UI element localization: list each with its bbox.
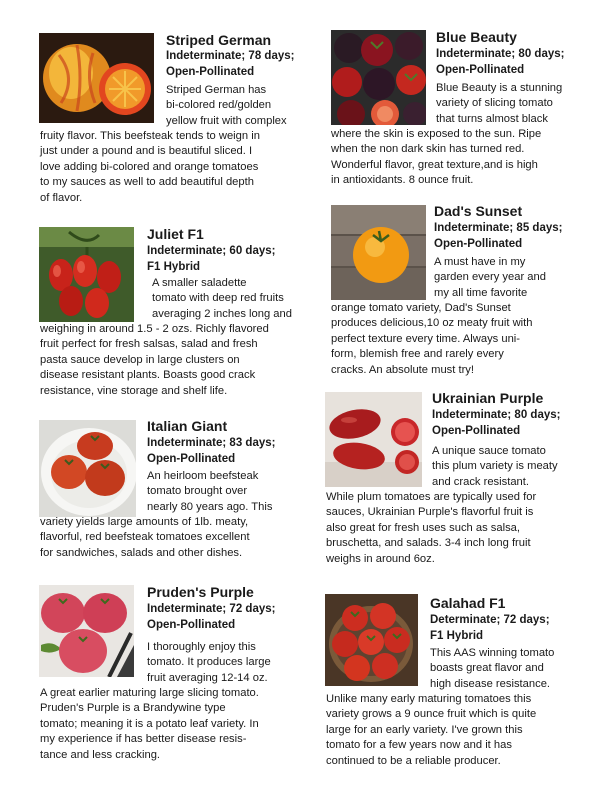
- desc-line: A must have in my: [434, 256, 526, 268]
- desc-line: fruit perfect for fresh salsas, salad and fresh: [40, 338, 258, 351]
- desc-line: where the skin is exposed to the sun. Ripe: [331, 128, 542, 140]
- desc-line: large for an early variety. I've grown this: [326, 723, 523, 736]
- variety-type: Determinate; 72 days;: [430, 614, 550, 626]
- desc-line: high disease resistance.: [430, 677, 551, 690]
- desc-line: This AAS winning tomato: [430, 647, 555, 659]
- variety-description: [166, 83, 287, 129]
- desc-line: I thoroughly enjoy this: [147, 641, 256, 653]
- desc-line: Pruden's Purple is a Brandywine type: [40, 702, 226, 715]
- desc-line: sauces, Ukrainian Purple's flavorful fruit is: [326, 506, 534, 519]
- desc-line: A smaller saladette: [152, 277, 247, 289]
- variety-description-cont: [326, 490, 536, 567]
- desc-line: While plum tomatoes are typically used for: [326, 491, 537, 503]
- desc-line: tomato; meaning it is a potato leaf variety. In: [40, 717, 259, 730]
- desc-line: tomato with deep red fruits: [152, 292, 284, 305]
- variety-description-cont: [40, 686, 259, 763]
- galahad-f1-photo: [325, 594, 418, 686]
- desc-line: tance and less cracking.: [40, 748, 161, 761]
- desc-line: in antioxidants. 8 ounce fruit.: [331, 174, 474, 187]
- variety-type: Indeterminate; 80 days;: [432, 409, 561, 421]
- variety-description: [152, 276, 292, 322]
- desc-line: nearly 80 years ago. This: [147, 500, 273, 513]
- desc-line: resistance, vine storage and shelf life.: [40, 384, 228, 397]
- desc-line: bruschetta, and salads. 3-4 inch long fruit: [326, 537, 531, 550]
- desc-line: love adding bi-colored and orange tomatoes: [40, 160, 259, 173]
- variety-description: [432, 444, 558, 490]
- desc-line: tomato brought over: [147, 485, 248, 498]
- variety-pollination: Open-Pollinated: [166, 66, 255, 78]
- desc-line: continued to be a reliable producer.: [326, 754, 501, 767]
- variety-description: [436, 81, 562, 127]
- desc-line: and crack resistant.: [432, 475, 530, 488]
- variety-description: [147, 640, 271, 686]
- variety-description-cont: [326, 692, 536, 769]
- variety-name: Galahad F1: [430, 595, 506, 611]
- dads-sunset-photo: [331, 205, 426, 300]
- desc-line: averaging 2 inches long and: [152, 307, 292, 320]
- desc-line: form, blemish free and rarely every: [331, 348, 504, 361]
- italian-giant-photo: [39, 420, 136, 517]
- desc-line: disease resistant plants. Boasts good crack: [40, 369, 256, 382]
- variety-pollination: Open-Pollinated: [432, 425, 521, 437]
- variety-type: Indeterminate; 85 days;: [434, 222, 563, 234]
- desc-line: variety yields large amounts of 1lb. meaty,: [40, 516, 249, 528]
- desc-line: just under a pound and is beautiful sliced. I: [40, 145, 253, 158]
- desc-line: fruity flavor. This beefsteak tends to weign in: [40, 130, 260, 142]
- prudens-purple-photo: [39, 585, 134, 677]
- desc-line: Unlike many early maturing tomatoes this: [326, 693, 532, 705]
- desc-line: tomato. It produces large: [147, 656, 271, 669]
- desc-line: this plum variety is meaty: [432, 460, 558, 473]
- desc-line: boasts great flavor and: [430, 662, 544, 675]
- juliet-f1-photo: [39, 227, 134, 322]
- desc-line: to my sauces as well to add beautiful depth: [40, 176, 254, 189]
- variety-name: Blue Beauty: [436, 29, 517, 45]
- desc-line: bi-colored red/golden: [166, 99, 272, 112]
- variety-pollination: Open-Pollinated: [434, 238, 523, 250]
- variety-description: [147, 469, 272, 515]
- variety-type: Indeterminate; 72 days;: [147, 603, 276, 615]
- variety-description-cont: [40, 129, 260, 206]
- variety-type: Indeterminate; 83 days;: [147, 437, 276, 449]
- variety-name: Ukrainian Purple: [432, 390, 544, 406]
- desc-line: An heirloom beefsteak: [147, 470, 259, 482]
- variety-type: Indeterminate; 80 days;: [436, 48, 565, 60]
- desc-line: cracks. An absolute must try!: [331, 363, 475, 376]
- desc-line: for sandwiches, salads and other dishes.: [40, 546, 243, 559]
- desc-line: fruit averaging 12-14 oz.: [147, 671, 268, 684]
- desc-line: variety grows a 9 ounce fruit which is quite: [326, 708, 537, 721]
- desc-line: flavorful, red beefsteak tomatoes excellent: [40, 531, 250, 544]
- desc-line: Wonderful flavor, great texture,and is high: [331, 158, 538, 171]
- variety-type: Indeterminate; 78 days;: [166, 50, 295, 62]
- desc-line: also great for fresh uses such as salsa,: [326, 521, 521, 534]
- variety-description: [430, 646, 554, 692]
- variety-description-cont: [40, 322, 269, 399]
- variety-description-cont: [331, 127, 541, 189]
- variety-name: Italian Giant: [147, 418, 228, 434]
- desc-line: produces delicious,10 oz meaty fruit with: [331, 317, 533, 330]
- variety-name: Juliet F1: [147, 226, 204, 242]
- desc-line: of flavor.: [40, 191, 83, 204]
- desc-line: yellow fruit with complex: [166, 114, 287, 127]
- variety-name: Striped German: [166, 32, 272, 48]
- variety-type: Indeterminate; 60 days;: [147, 245, 276, 257]
- variety-pollination: Open-Pollinated: [147, 619, 236, 631]
- desc-line: perfect texture every time. Always uni-: [331, 332, 521, 345]
- variety-description: [434, 255, 546, 301]
- desc-line: garden every year and: [434, 271, 546, 284]
- variety-name: Dad's Sunset: [434, 203, 523, 219]
- desc-line: when the non dark skin has turned red.: [331, 143, 525, 156]
- variety-pollination: Open-Pollinated: [147, 453, 236, 465]
- desc-line: A great earlier maturing large slicing tomato.: [40, 687, 259, 699]
- variety-description-cont: [40, 515, 250, 561]
- desc-line: my all time favorite: [434, 286, 528, 299]
- desc-line: weighs in around 6oz.: [326, 552, 435, 565]
- variety-pollination: F1 Hybrid: [147, 261, 201, 273]
- desc-line: orange tomato variety, Dad's Sunset: [331, 302, 511, 314]
- variety-pollination: Open-Pollinated: [436, 64, 525, 76]
- desc-line: A unique sauce tomato: [432, 445, 546, 457]
- variety-description-cont: [331, 301, 532, 378]
- desc-line: weighing in around 1.5 - 2 ozs. Richly flavored: [40, 323, 269, 335]
- desc-line: Blue Beauty is a stunning: [436, 82, 563, 94]
- variety-name: Pruden's Purple: [147, 584, 254, 600]
- desc-line: that turns almost black: [436, 112, 548, 125]
- ukrainian-purple-photo: [325, 392, 422, 487]
- desc-line: Striped German has: [166, 84, 267, 96]
- desc-line: pasta sauce develop in large clusters on: [40, 353, 240, 366]
- variety-pollination: F1 Hybrid: [430, 630, 484, 642]
- striped-german-photo: [39, 33, 154, 123]
- desc-line: variety of slicing tomato: [436, 97, 553, 110]
- blue-beauty-photo: [331, 30, 426, 125]
- desc-line: my experience if has better disease resis-: [40, 733, 247, 746]
- desc-line: tomato for a few years now and it has: [326, 739, 512, 752]
